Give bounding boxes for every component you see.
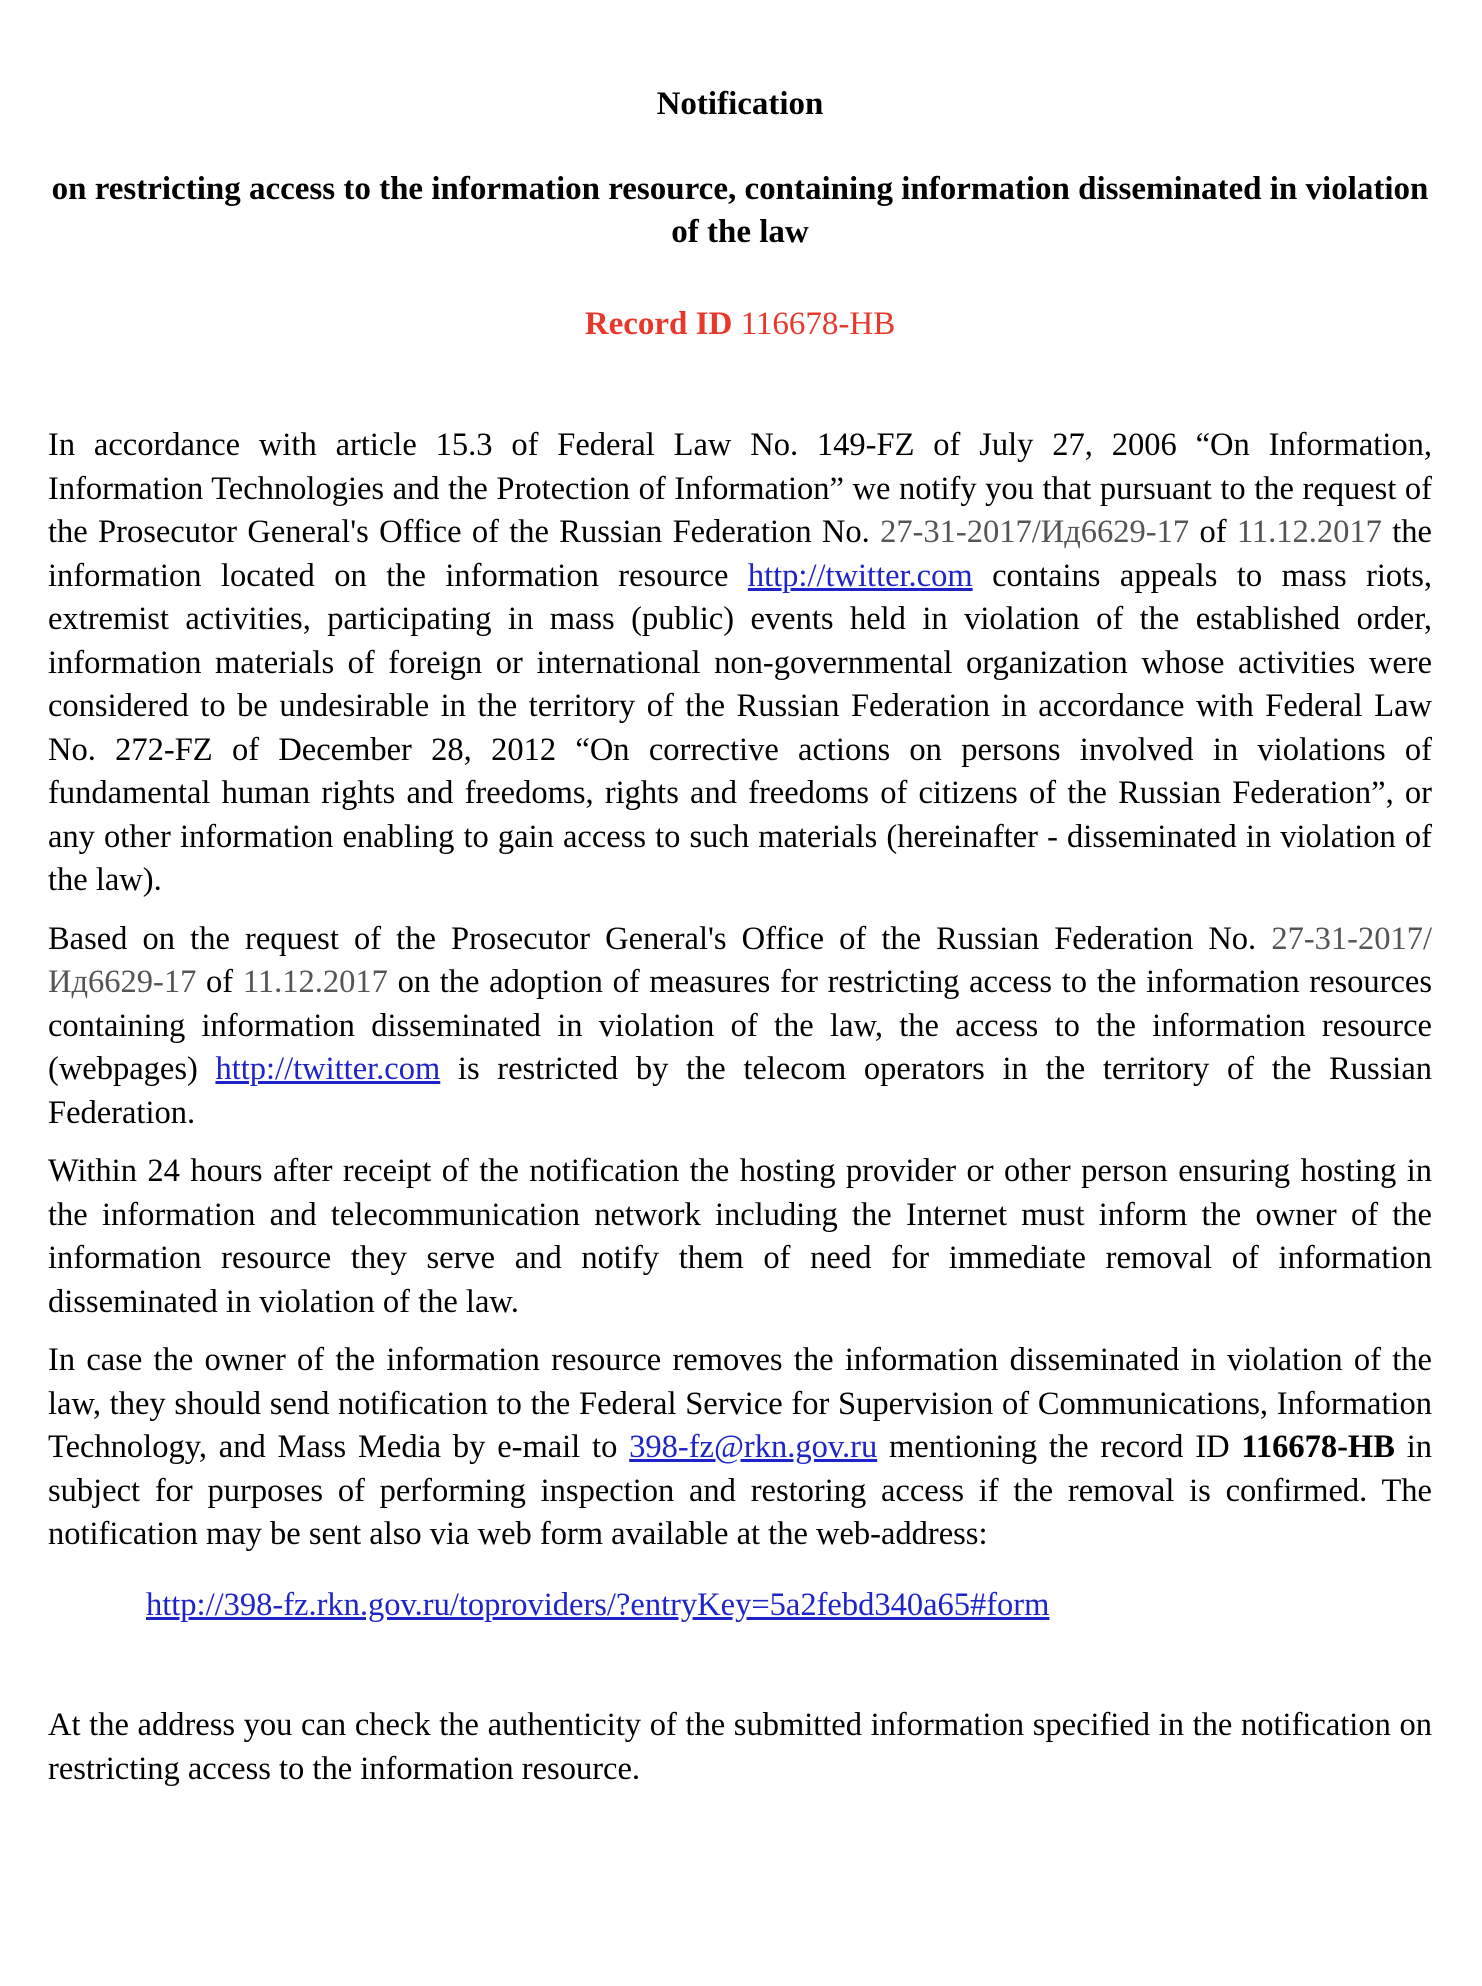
record-id-line bbox=[48, 304, 1432, 344]
twitter-link[interactable]: http://twitter.com bbox=[215, 1051, 441, 1087]
twitter-link[interactable]: http://twitter.com bbox=[747, 557, 973, 594]
record-id-inline: 116678-HB bbox=[1241, 1429, 1395, 1465]
paragraph-legal-basis bbox=[48, 424, 1432, 903]
paragraph2-text-d: is restricted by the telecom operators in the territory of the Russian Federation. bbox=[48, 1051, 1433, 1131]
paragraph4-text-b: mentioning the record ID bbox=[877, 1429, 1242, 1465]
paragraph-restriction bbox=[48, 918, 1432, 1136]
paragraph1-text-a: In accordance with article 15.3 of Federal Law No. 149-FZ of July 27, 2006 “On Information, Information Technologies and the Protection of Information” we notify you that pursuant to the request of the Prosecutor General's Office of the Russian Federation No. bbox=[48, 427, 1432, 550]
paragraph2-text-a: Based on the request of the Prosecutor General's Office of the Russian Federation No. bbox=[48, 920, 1272, 957]
paragraph1-text-c: the information located on the information resource bbox=[48, 514, 1432, 594]
paragraph2-text-c: on the adoption of measures for restricting access to the information resources containing information disseminated in violation of the law, the access to the information resource (webpages) bbox=[48, 964, 1432, 1087]
paragraph-owner-notification bbox=[48, 1339, 1432, 1557]
request-date: 11.12.2017 bbox=[1236, 514, 1382, 550]
paragraph4-text-c: in subject for purposes of performing inspection and restoring access if the removal is confirmed. The notification may be sent also via web form available at the web-address: bbox=[48, 1429, 1432, 1552]
web-form-link[interactable]: http://398-fz.rkn.gov.ru/toproviders/?entryKey=5a2febd340a65#form bbox=[146, 1586, 1050, 1623]
paragraph-authenticity: At the address you can check the authenticity of the submitted information specified in the notification on restricting access to the information resource. bbox=[48, 1707, 1432, 1787]
paragraph-hosting-provider: Within 24 hours after receipt of the notification the hosting provider or other person ensuring hosting in the information and telecommunication network including the Internet must inform the owner of the information resource they serve and notify them of need for immediate removal of information disseminated in violation of the law. bbox=[48, 1153, 1432, 1320]
request-date: 11.12.2017 bbox=[242, 964, 388, 1000]
record-id-label: Record ID bbox=[584, 306, 733, 342]
paragraph4-text-a: In case the owner of the information resource removes the information disseminated in violation of the law, they should send notification to the Federal Service for Supervision of Communications, Information Technology, and Mass Media by e-mail to bbox=[48, 1342, 1432, 1465]
paragraph2-text-b: of bbox=[196, 964, 243, 1000]
request-number: 27-31-2017/Ид6629-17 bbox=[880, 514, 1190, 550]
paragraph1-text-d: contains appeals to mass riots, extremist activities, participating in mass (public) events held in violation of the established order, information materials of foreign or international non-governmental organization whose activities were considered to be undesirable in the territory of the Russian Federation in accordance with Federal Law No. 272-FZ of December 28, 2012 “On corrective actions on persons involved in violations of fundamental human rights and freedoms, rights and freedoms of citizens of the Russian Federation”, or any other information enabling to gain access to such materials (hereinafter - disseminated in violation of the law). bbox=[48, 557, 1432, 898]
web-form-url-line bbox=[146, 1584, 1432, 1628]
paragraph1-text-b: of bbox=[1189, 514, 1237, 550]
request-number: 27-31-2017/Ид6629-17 bbox=[48, 920, 1432, 1000]
record-id-value: 116678-HB bbox=[740, 306, 896, 342]
page-subtitle: on restricting access to the information resource, containing information disseminated in violation of the law bbox=[51, 171, 1429, 250]
email-link[interactable]: 398-fz@rkn.gov.ru bbox=[629, 1429, 878, 1465]
page-title: Notification bbox=[656, 86, 824, 122]
